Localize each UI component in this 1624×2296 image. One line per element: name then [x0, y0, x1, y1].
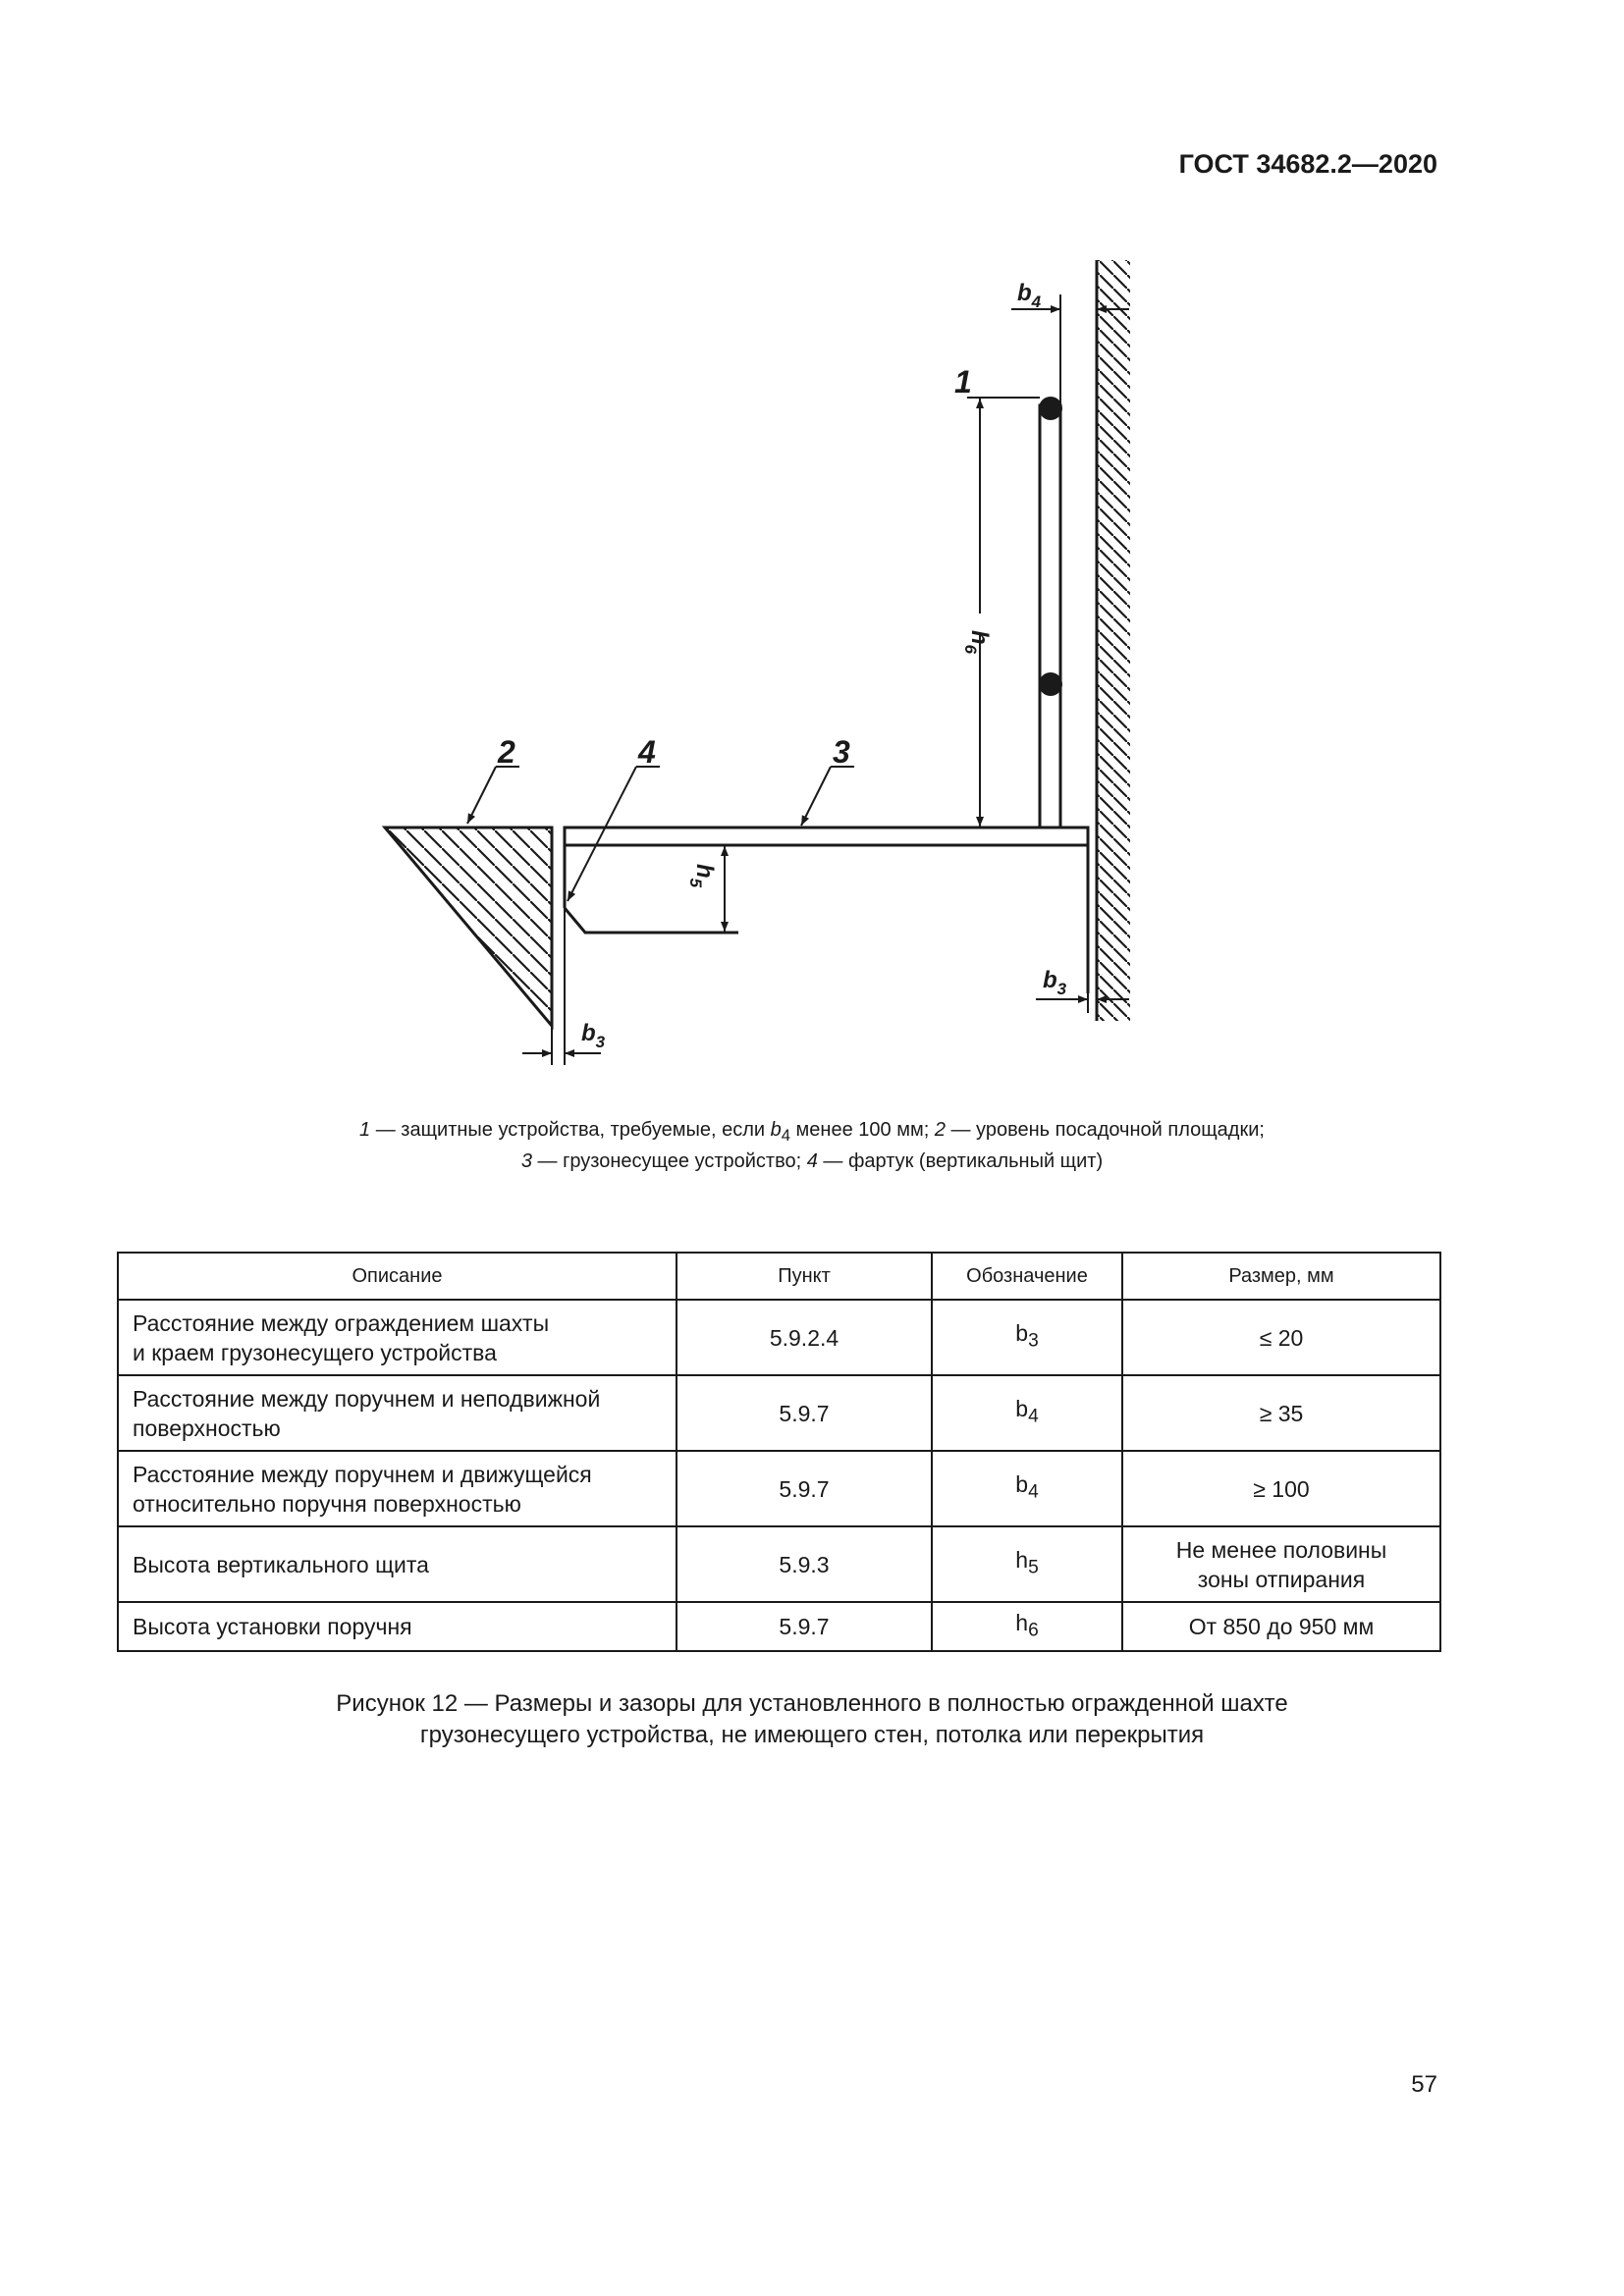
header-designation: Обозначение	[932, 1253, 1122, 1300]
platform	[565, 828, 1088, 993]
symbol-subscript: 4	[1028, 1406, 1039, 1427]
callout-3-label: 3	[833, 734, 850, 770]
cell-clause: 5.9.7	[677, 1375, 932, 1451]
desc-line: Расстояние между ограждением шахты	[133, 1309, 550, 1336]
desc-line: и краем грузонесущего устройства	[133, 1339, 497, 1365]
cell-designation	[932, 1375, 1122, 1451]
legend-key-2: 2	[934, 1119, 946, 1141]
header-size: Размер, мм	[1122, 1253, 1440, 1300]
size-line: От 850 до 950 мм	[1188, 1614, 1375, 1639]
table-row	[118, 1526, 1440, 1602]
cell-clause: 5.9.7	[677, 1602, 932, 1651]
dimensions-table	[117, 1252, 1441, 1652]
table-header-row	[118, 1253, 1440, 1300]
cell-designation	[932, 1451, 1122, 1526]
dim-b3-right-symbol: b	[1043, 967, 1057, 993]
dim-h6-subscript: 6	[961, 644, 980, 655]
header-description: Описание	[118, 1253, 677, 1300]
table-row	[118, 1300, 1440, 1375]
symbol-subscript: 5	[1028, 1557, 1039, 1578]
callout-4-label: 4	[638, 734, 656, 770]
cell-designation	[932, 1300, 1122, 1375]
desc-line: Расстояние между поручнем и неподвижной	[133, 1385, 601, 1412]
size-line: зоны отпирания	[1197, 1566, 1366, 1592]
size-line: ≥ 35	[1259, 1400, 1304, 1426]
cell-description	[118, 1300, 677, 1375]
cell-designation	[932, 1526, 1122, 1602]
callout-1-label: 1	[954, 364, 972, 400]
dim-h5-subscript: 5	[686, 878, 705, 888]
landing-level	[385, 828, 552, 1065]
symbol-subscript: 3	[1028, 1330, 1039, 1352]
dim-h6-symbol: h	[966, 630, 993, 645]
figure-caption	[0, 1688, 1624, 1751]
legend-key-1: 1	[359, 1119, 371, 1141]
symbol: b	[1015, 1320, 1029, 1347]
legend-key-4: 4	[806, 1150, 818, 1172]
svg-text:b3	[581, 1020, 606, 1051]
cell-description	[118, 1602, 677, 1651]
cell-description	[118, 1375, 677, 1451]
caption-line-2: грузонесущего устройства, не имеющего стен, потолка или перекрытия	[419, 1722, 1205, 1748]
cell-clause: 5.9.2.4	[677, 1300, 932, 1375]
size-line: ≤ 20	[1259, 1324, 1304, 1351]
symbol: b	[1015, 1396, 1029, 1422]
legend-line-2	[0, 1148, 1624, 1174]
document-standard-number: ГОСТ 34682.2—2020	[1178, 149, 1437, 179]
svg-text:h6	[961, 630, 993, 655]
caption-line-1: Рисунок 12 — Размеры и зазоры для установленного в полностью огражденной шахте	[336, 1690, 1288, 1717]
dim-b4-symbol: b	[1017, 280, 1032, 306]
legend-text-4: — грузонесущее устройство;	[532, 1150, 807, 1172]
legend-text-3: — уровень посадочной площадки;	[945, 1119, 1265, 1141]
cell-clause: 5.9.7	[677, 1451, 932, 1526]
desc-line: поверхностью	[133, 1415, 281, 1441]
symbol-subscript: 4	[1028, 1481, 1039, 1503]
svg-text:b4	[1017, 280, 1042, 311]
legend-text-2: менее 100 мм;	[789, 1119, 935, 1141]
header-clause: Пункт	[677, 1253, 932, 1300]
legend-text-1: — защитные устройства, требуемые, если	[370, 1119, 771, 1141]
callout-2	[467, 734, 519, 824]
callout-1	[954, 364, 1040, 400]
callout-2-label: 2	[498, 734, 515, 770]
dim-h5-symbol: h	[691, 864, 718, 879]
cell-designation	[932, 1602, 1122, 1651]
cell-description	[118, 1526, 677, 1602]
size-line: Не менее половины	[1175, 1536, 1387, 1563]
legend-var: b	[770, 1119, 782, 1141]
dimension-h6	[961, 398, 1040, 827]
legend-line-1	[0, 1117, 1624, 1148]
callout-3	[801, 734, 854, 826]
size-line: ≥ 100	[1253, 1475, 1310, 1502]
cell-size	[1122, 1300, 1440, 1375]
desc-line: Высота вертикального щита	[133, 1551, 429, 1577]
table-row	[118, 1375, 1440, 1451]
cell-clause: 5.9.3	[677, 1526, 932, 1602]
dim-b3-left-symbol: b	[581, 1020, 596, 1046]
svg-text:b3	[1043, 967, 1067, 998]
handrail	[1039, 397, 1062, 829]
desc-line: относительно поручня поверхностью	[133, 1490, 521, 1517]
cell-size	[1122, 1526, 1440, 1602]
callout-4	[568, 734, 660, 901]
dimension-h5	[686, 846, 725, 932]
dim-b3-right-subscript: 3	[1056, 980, 1067, 998]
desc-line: Высота установки поручня	[133, 1614, 412, 1639]
cell-size	[1122, 1451, 1440, 1526]
symbol: h	[1015, 1609, 1029, 1635]
dim-b4-subscript: 4	[1031, 293, 1042, 311]
shaft-wall	[1097, 260, 1130, 1021]
legend-key-3: 3	[520, 1150, 532, 1172]
dim-b3-left-subscript: 3	[595, 1033, 606, 1051]
cell-size	[1122, 1375, 1440, 1451]
table-row	[118, 1451, 1440, 1526]
technical-drawing	[0, 0, 1624, 1099]
cell-size	[1122, 1602, 1440, 1651]
svg-text:h5	[686, 864, 718, 888]
desc-line: Расстояние между поручнем и движущейся	[133, 1461, 592, 1487]
page-number: 57	[1411, 2071, 1437, 2098]
figure-legend	[0, 1117, 1624, 1174]
cell-description	[118, 1451, 677, 1526]
symbol: h	[1015, 1547, 1029, 1574]
symbol-subscript: 6	[1028, 1620, 1039, 1641]
table-row	[118, 1602, 1440, 1651]
legend-text-5: — фартук (вертикальный щит)	[817, 1150, 1104, 1172]
symbol: b	[1015, 1471, 1029, 1498]
legend-var-sub: 4	[781, 1126, 790, 1145]
